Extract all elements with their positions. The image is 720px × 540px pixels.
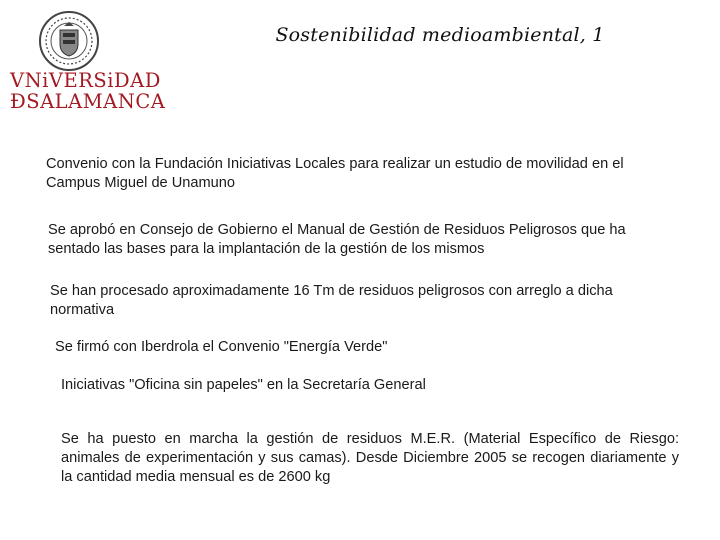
list-item: Se ha puesto en marcha la gestión de residuos M.E.R. (Material Específico de Riesgo: animales de experimentación y sus camas). Desde Diciembre 2005 se recogen diariamente y la cantidad media mensual es de 2600 kg xyxy=(61,431,679,485)
list-item: Se han procesado aproximadamente 16 Tm de residuos peligrosos con arreglo a dicha normativa xyxy=(50,283,613,318)
list-item: Se firmó con Iberdrola el Convenio "Energía Verde" xyxy=(55,339,388,355)
list-item: Iniciativas "Oficina sin papeles" en la Secretaría General xyxy=(61,377,426,393)
university-name-line2: ÐSALAMANCA xyxy=(10,90,166,113)
university-logo xyxy=(10,69,166,113)
university-seal-icon xyxy=(38,10,100,72)
list-item: Se aprobó en Consejo de Gobierno el Manual de Gestión de Residuos Peligrosos que ha sentado las bases para la implantación de la gestión de los mismos xyxy=(48,222,626,257)
list-item: Convenio con la Fundación Iniciativas Locales para realizar un estudio de movilidad en el Campus Miguel de Unamuno xyxy=(46,156,624,191)
university-name-line1: VNiVERSiDAD xyxy=(10,69,161,92)
slide-title: Sostenibilidad medioambiental, 1 xyxy=(275,24,605,46)
